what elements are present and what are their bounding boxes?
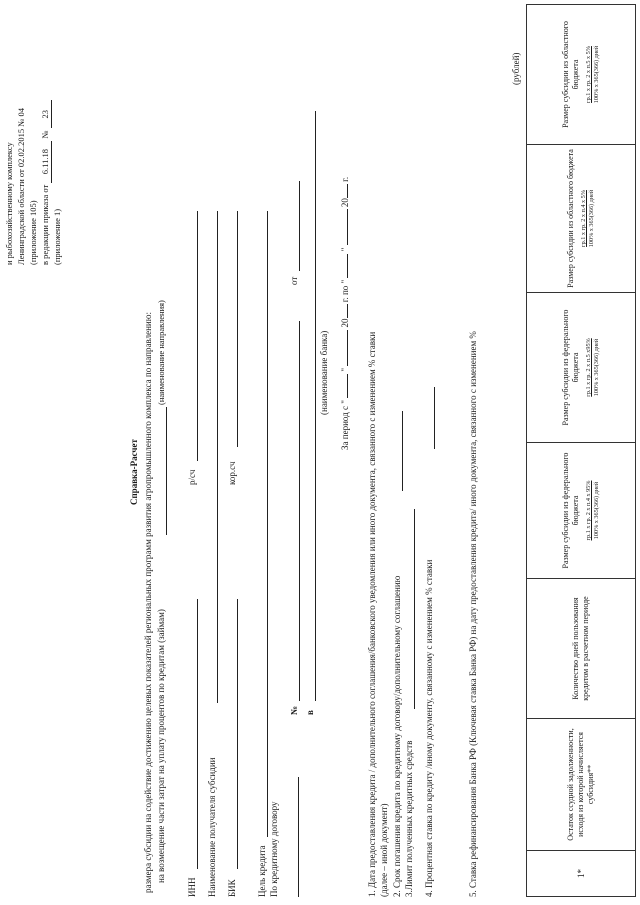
col-3-formula-num: гр.1 х гр. 2 х п.4 х 95% [585, 480, 592, 541]
period-end-quote: " [340, 247, 350, 252]
col-6-formula-num: гр.1 х гр. 2 х п.5 х 5% [585, 46, 592, 103]
table-row [527, 5, 636, 897]
header-order-prefix: в редакции приказа от [40, 184, 50, 265]
col-4-formula [585, 296, 601, 439]
period-start-label: За период с " [340, 400, 350, 450]
item-3: 3.Лимит полученных кредитных средств [404, 740, 414, 897]
item-2: 2. Срок погашения кредита по кредитному договору/дополнительному соглашению [392, 575, 402, 897]
header-line2: Ленинградской области от 02.02.2015 № 04 [16, 108, 26, 265]
col-2-title: Количество дней пользования кредитом в расчетном периоде [571, 596, 590, 701]
period-line [339, 177, 351, 450]
header-order-number: 23 [40, 100, 52, 128]
item-1b: (далее – иной документ) [379, 803, 389, 897]
item-4: 4. Процентная ставка по кредиту /иному документу, связанному с изменением % ставки [424, 559, 434, 897]
bik-underline [237, 599, 238, 869]
period-end-year: 20 [340, 198, 350, 208]
period-end-year-tail [347, 184, 348, 198]
col-4-formula-den: 100% х 365(366) дней [593, 338, 600, 397]
account-underline [197, 211, 198, 461]
document-title: Справка-Расчет [129, 439, 139, 505]
period-end-day [347, 254, 348, 278]
subsidy-table [526, 4, 636, 897]
purpose-underline [267, 211, 268, 837]
col-1-title: Остаток ссудной задолженности, исходя из которой начисляется субсидия** [566, 728, 595, 841]
inn-underline [197, 599, 198, 869]
col-3-formula-den: 100% х 365(366) дней [593, 481, 600, 540]
units-label: (рублей) [511, 52, 521, 85]
col-4-formula-num: гр.1 х гр. 2 х п.5 х95% [585, 338, 592, 397]
col-5-title: Размер субсидии из областного бюджета [566, 149, 575, 288]
col-6-formula-den: 100% х 365(366) дней [593, 45, 600, 104]
period-g: г. [340, 176, 350, 182]
account-label: р/сч [187, 469, 197, 485]
title-line1: размера субсидии на содействие достижению целевых показателей региональных программ развития агропромышленного комплекса по направлению: [143, 312, 153, 893]
bank-hint: (наименование банка) [319, 330, 329, 415]
period-start-day [347, 374, 348, 398]
header-line3: (приложение 105) [28, 200, 38, 265]
period-start-month [347, 330, 348, 366]
col-6-title: Размер субсидии из областного бюджета [561, 21, 580, 128]
col-6-formula [585, 8, 601, 141]
col-3-formula [585, 446, 601, 575]
purpose-label: Цель кредита [257, 845, 267, 897]
period-start-year-tail [347, 304, 348, 318]
bik-label: БИК [227, 879, 237, 897]
col-5-formula-den: 100% х 365(366) дней [588, 189, 595, 248]
header-line1: и рыбохозяйственному комплексу [4, 142, 14, 265]
contract-underline-1 [298, 777, 299, 897]
bank-underline [315, 111, 316, 701]
inn-label: ИНН [187, 877, 197, 897]
col-4-header [527, 293, 636, 443]
col-5-header [527, 145, 636, 293]
col-2-header [527, 579, 636, 719]
header-order-date: 6.11.18 [40, 141, 52, 183]
col-3-header [527, 443, 636, 579]
item-5: 5. Ставка рефинансирования Банка РФ (Ключевая ставка Банка РФ) на дату предоставления кредита/ иного документа, связанного с изменением % [468, 331, 478, 897]
period-to-label: г. по " [340, 279, 350, 303]
contract-number-underline [299, 321, 300, 701]
direction-underline [166, 407, 167, 535]
corr-account-label: кор.сч [227, 461, 237, 485]
row-label: 1* [527, 851, 636, 897]
item-3-underline [414, 509, 415, 709]
period-end-month [347, 209, 348, 245]
from-label: от [289, 276, 299, 285]
col-3-title: Размер субсидии из федерального бюджета [561, 452, 580, 569]
from-underline [299, 181, 300, 271]
corr-account-underline [237, 211, 238, 447]
item-2-underline [402, 411, 403, 491]
recipient-label: Наименование получателя субсидии [207, 757, 217, 897]
header-line5: (приложение 1) [52, 208, 62, 265]
col-6-header [527, 5, 636, 145]
col-5-formula [580, 148, 596, 289]
in-bank-label: в [305, 710, 315, 715]
item-4-underline [434, 387, 435, 449]
col-1-header [527, 719, 636, 851]
recipient-underline [217, 211, 218, 703]
direction-hint: (наименование направления) [156, 300, 166, 405]
contract-label: По кредитному договору [269, 801, 279, 897]
header-order-no: № [40, 130, 50, 139]
period-start-year: 20 [340, 318, 350, 328]
col-5-formula-num: гр.1 х гр. 2 х п.4 х 5% [580, 190, 587, 247]
title-line2: на возмещение части затрат на уплату процентов по кредитам (займам) [156, 609, 166, 883]
col-4-title: Размер субсидии из федерального бюджета [561, 309, 580, 426]
header-line4 [40, 100, 52, 265]
number-sign: № [289, 705, 299, 715]
period-start-quote: " [340, 367, 350, 372]
item-1: 1. Дата предоставления кредита / дополнительного соглашения/банковского уведомления или иного документа, связанного с изменением % ставки [367, 331, 377, 897]
